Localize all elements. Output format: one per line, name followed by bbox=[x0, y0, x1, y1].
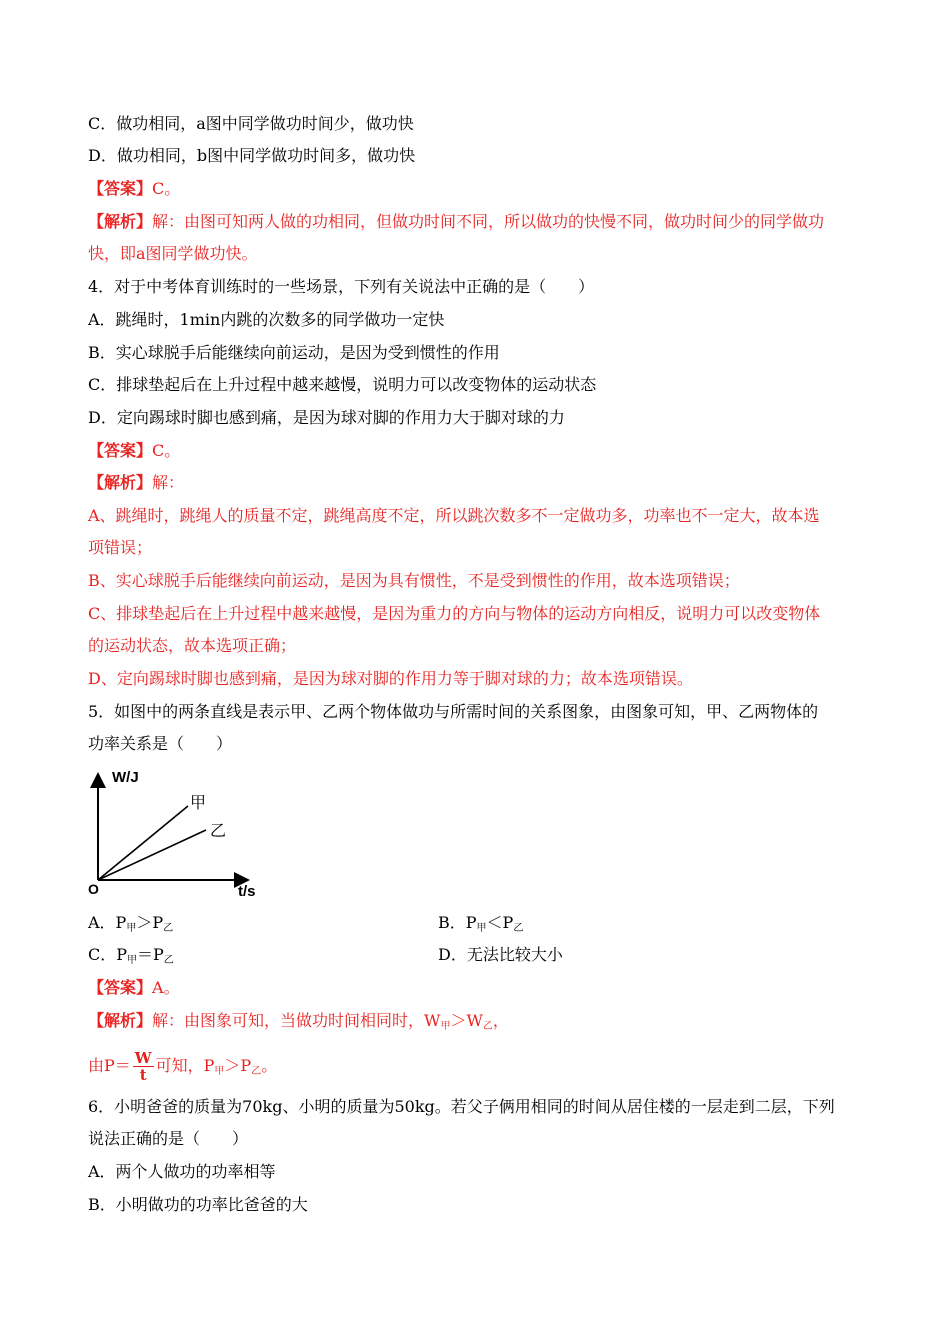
q5-options-row-1 bbox=[88, 912, 868, 940]
q5-option-a: A．$P_甲>P_乙$ bbox=[88, 913, 174, 934]
q4-explanation-a-1: A、跳绳时，跳绳人的质量不定，跳绳高度不定，所以跳次数多不一定做功多，功率也不一定大，故本选 bbox=[88, 506, 820, 525]
explanation-label: 【解析】 bbox=[88, 1011, 153, 1030]
q3-option-c: C．做功相同，a图中同学做功时间少，做功快 bbox=[88, 114, 414, 133]
q5-options-row-2 bbox=[88, 944, 868, 972]
q4-explanation-intro bbox=[88, 472, 868, 494]
line-yi bbox=[98, 830, 206, 880]
q6-option-a: A．两个人做功的功率相等 bbox=[88, 1162, 276, 1181]
explanation-label: 【解析】 bbox=[88, 212, 153, 231]
q4-answer bbox=[88, 440, 868, 462]
q5-option-b: B．$P_甲<P_乙$ bbox=[438, 913, 524, 934]
q5-explanation-formula: 由P＝ $\frac{W}{t}$ 可知，$P_甲>P_乙$。 bbox=[88, 1049, 278, 1084]
power-fraction: $\frac{W}{t}$ bbox=[134, 1049, 152, 1084]
q4-explanation-d: D、定向踢球时脚也感到痛，是因为球对脚的作用力等于脚对球的力；故本选项错误。 bbox=[88, 669, 693, 688]
line-jia bbox=[98, 806, 188, 880]
answer-label: 【答案】 bbox=[88, 441, 153, 460]
answer-value: C。 bbox=[152, 179, 181, 198]
answer-label: 【答案】 bbox=[88, 179, 153, 198]
answer-value: C。 bbox=[152, 441, 181, 460]
line-yi-label: 乙 bbox=[210, 821, 227, 840]
q6-stem-2: 说法正确的是（ ） bbox=[88, 1129, 249, 1148]
q4-explanation-a-2: 项错误； bbox=[88, 538, 153, 557]
q3-option-d: D．做功相同，b图中同学做功时间多，做功快 bbox=[88, 146, 416, 165]
q6-stem-1: 6．小明爸爸的质量为70kg、小明的质量为50kg。若父子俩用相同的时间从居住楼的一层走到二层，下列 bbox=[88, 1097, 835, 1116]
q4-explanation-b: B、实心球脱手后能继续向前运动，是因为具有惯性，不是受到惯性的作用，故本选项错误； bbox=[88, 571, 740, 590]
answer-label: 【答案】 bbox=[88, 978, 153, 997]
origin-label: O bbox=[88, 881, 99, 897]
q5-stem-1: 5．如图中的两条直线是表示甲、乙两个物体做功与所需时间的关系图象，由图象可知，甲、乙两物体的 bbox=[88, 702, 819, 721]
q4-stem: 4．对于中考体育训练时的一些场景，下列有关说法中正确的是（ ） bbox=[88, 277, 595, 296]
explanation-text: 解：由图可知两人做的功相同，但做功时间不同，所以做功的快慢不同，做功时间少的同学做功 bbox=[152, 212, 825, 231]
explanation-text: 解： bbox=[152, 473, 185, 492]
x-axis-label: t/s bbox=[238, 883, 256, 900]
q3-explanation-line-2: 快，即a图同学做功快。 bbox=[88, 244, 258, 263]
q4-option-d: D．定向踢球时脚也感到痛，是因为球对脚的作用力大于脚对球的力 bbox=[88, 408, 565, 427]
q4-option-b: B．实心球脱手后能继续向前运动，是因为受到惯性的作用 bbox=[88, 343, 500, 362]
y-axis-label: W/J bbox=[112, 769, 139, 786]
explanation-label: 【解析】 bbox=[88, 473, 153, 492]
line-jia-label: 甲 bbox=[190, 793, 207, 812]
q3-answer bbox=[88, 178, 868, 200]
q5-explanation-line-1: 【解析】解：由图象可知，当做功时间相同时，$W_甲>W_乙$， bbox=[88, 1011, 509, 1032]
work-time-graph bbox=[86, 768, 266, 900]
q5-answer bbox=[88, 977, 868, 999]
q4-explanation-c-2: 的运动状态，故本选项正确； bbox=[88, 636, 297, 655]
answer-value: A。 bbox=[152, 978, 180, 997]
q6-option-b: B．小明做功的功率比爸爸的大 bbox=[88, 1195, 308, 1214]
q5-option-c: C．$P_甲=P_乙$ bbox=[88, 945, 174, 966]
q5-stem-2: 功率关系是（ ） bbox=[88, 734, 233, 753]
q4-option-a: A．跳绳时，1min内跳的次数多的同学做功一定快 bbox=[88, 310, 445, 329]
q3-explanation-line-1 bbox=[88, 211, 868, 233]
q4-explanation-c-1: C、排球垫起后在上升过程中越来越慢，是因为重力的方向与物体的运动方向相反，说明力可以改变物体 bbox=[88, 604, 821, 623]
q5-option-d: D．无法比较大小 bbox=[438, 945, 563, 964]
q4-option-c: C．排球垫起后在上升过程中越来越慢，说明力可以改变物体的运动状态 bbox=[88, 375, 597, 394]
